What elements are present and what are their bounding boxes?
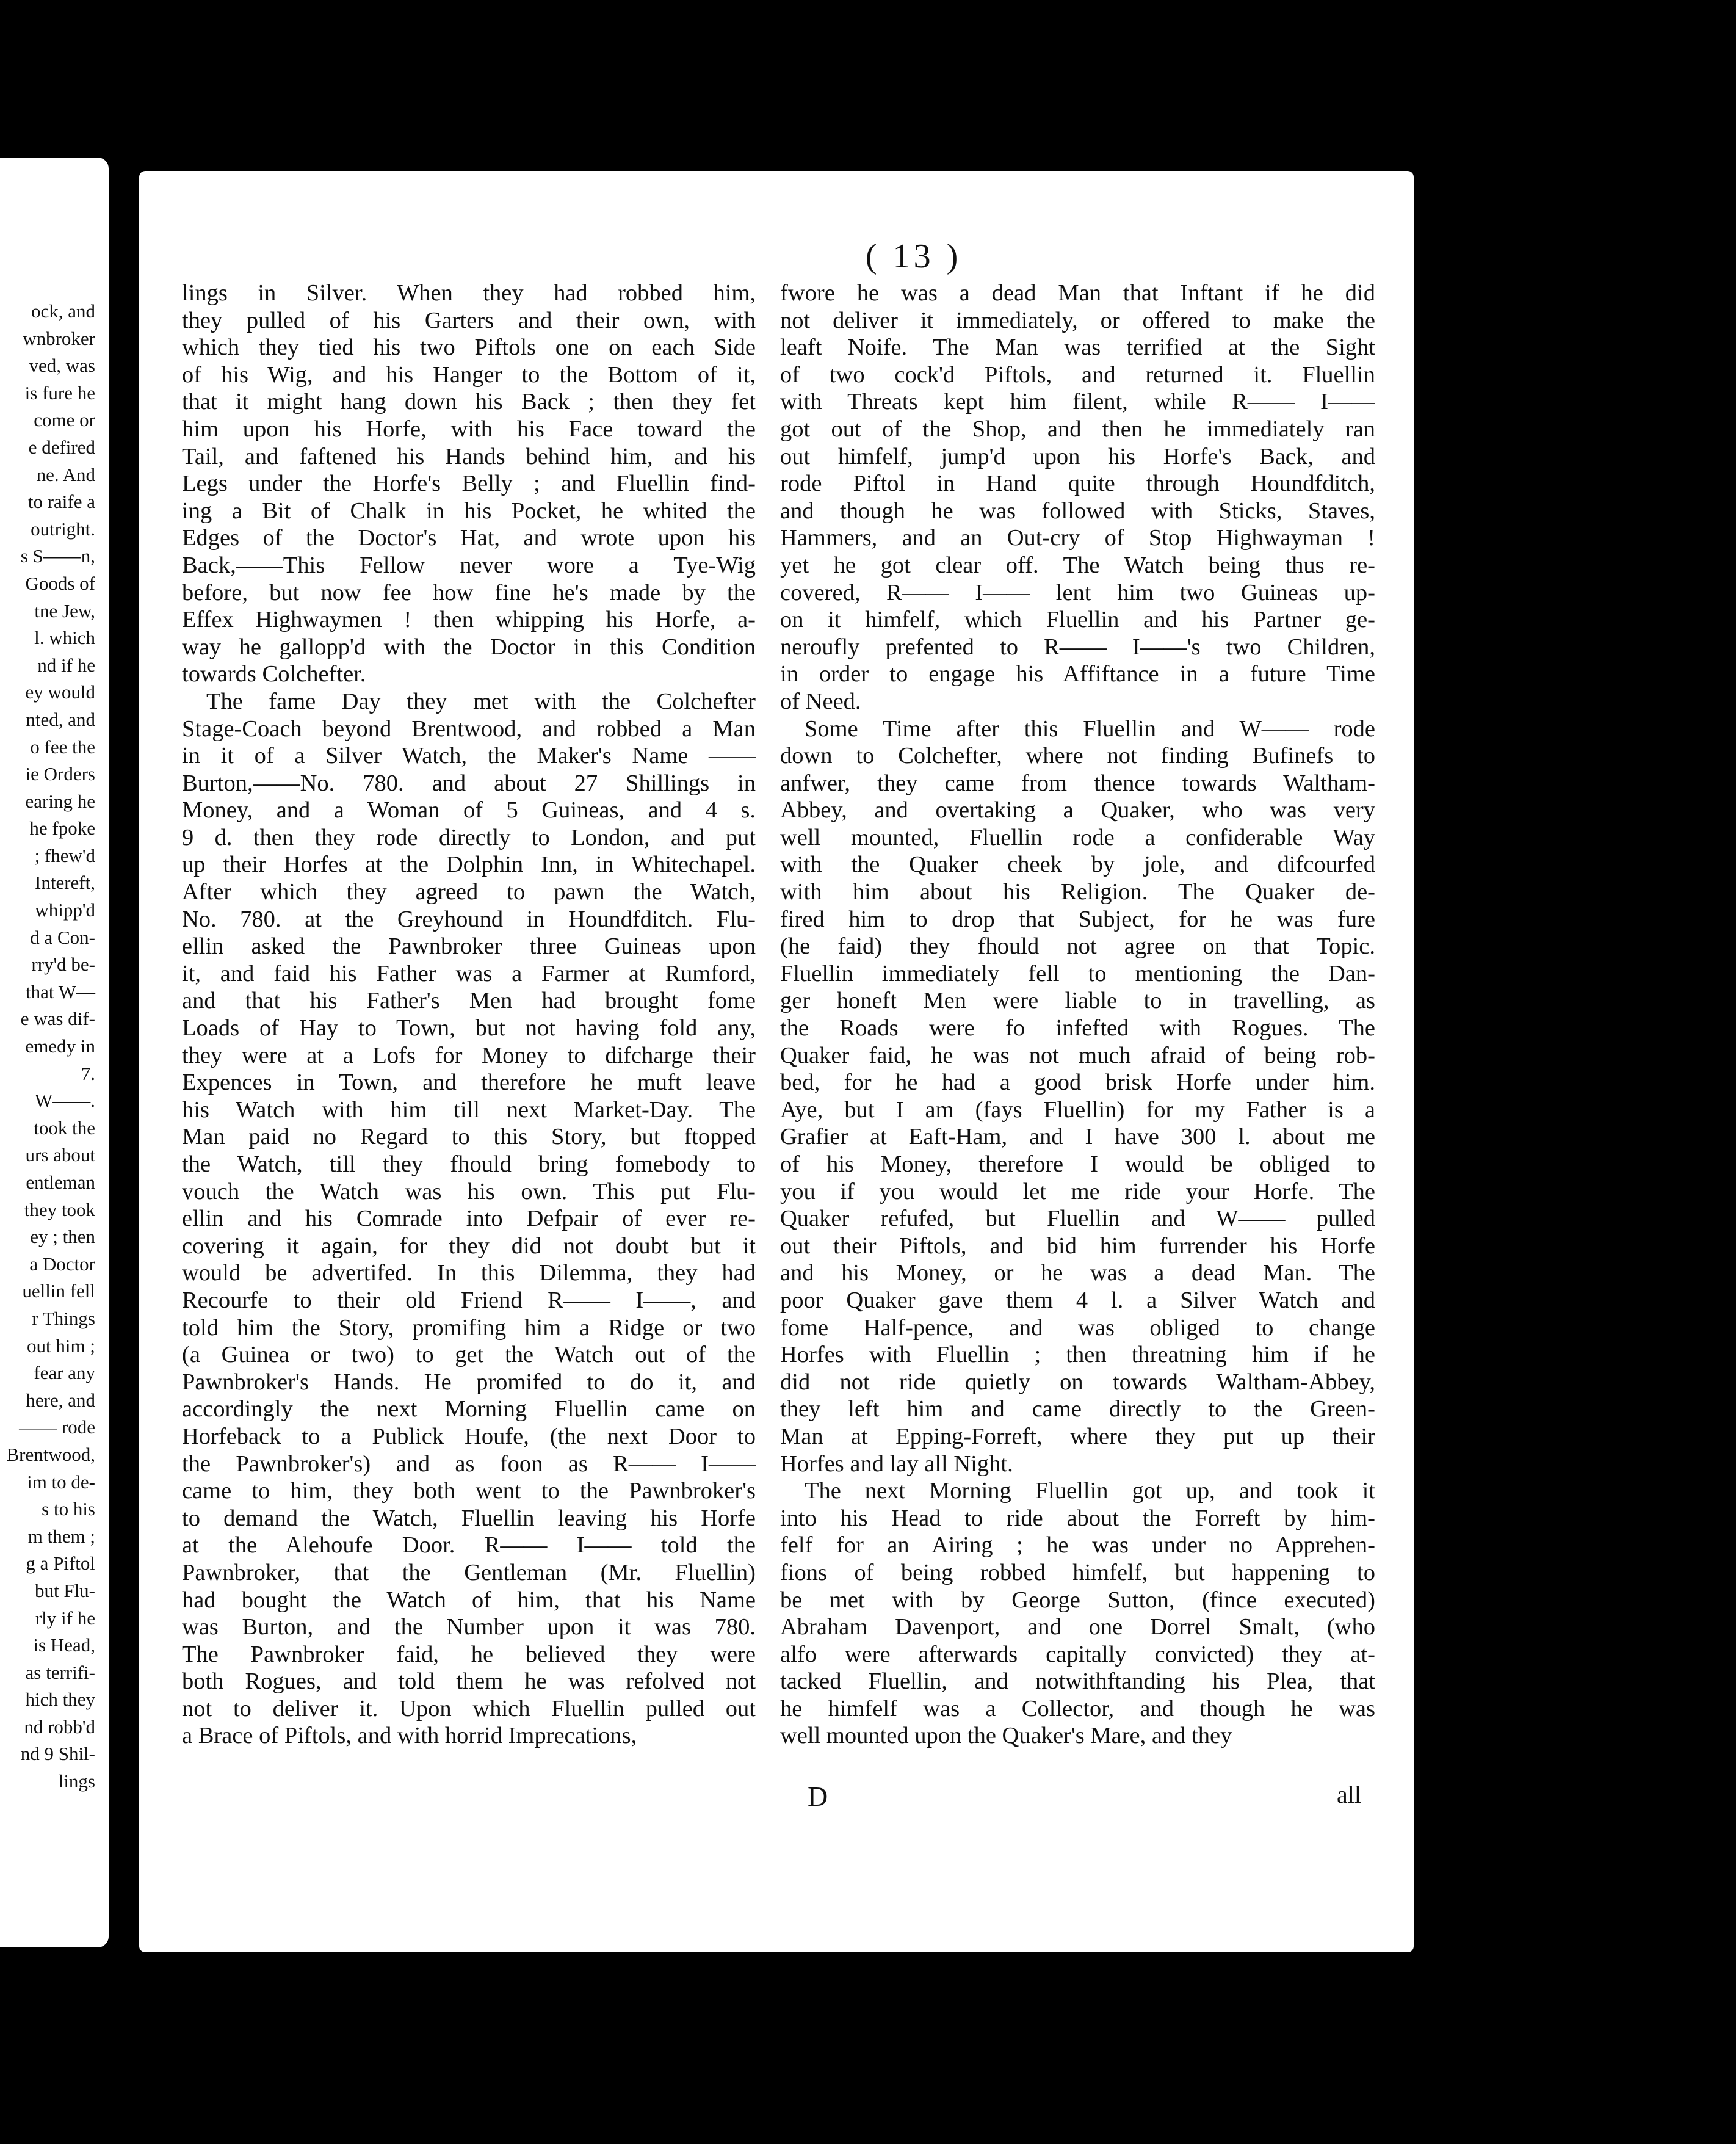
text-line: his Watch with him till next Market-Day. The xyxy=(182,1096,756,1123)
facing-page-text-line: as terrifi- xyxy=(25,1661,95,1683)
text-line: the Pawnbroker's) and as foon as R—— I—— xyxy=(182,1450,756,1477)
facing-page-text-line: took the xyxy=(34,1117,95,1139)
text-line: neroufly prefented to R—— I——'s two Children, xyxy=(780,634,1375,660)
text-line: fwore he was a dead Man that Inftant if he did xyxy=(780,280,1375,306)
text-line: in order to engage his Affiftance in a future Time xyxy=(780,661,1375,687)
text-line: Money, and a Woman of 5 Guineas, and 4 s. xyxy=(182,797,756,824)
text-line: and though he was followed with Sticks, Staves, xyxy=(780,498,1375,524)
facing-page-text-line: he fpoke xyxy=(29,817,95,839)
text-line: Aye, but I am (fays Fluellin) for my Father is a xyxy=(780,1096,1375,1123)
facing-page-text-line: s to his xyxy=(42,1498,95,1520)
text-line: alfo were afterwards capitally convicted) they at- xyxy=(780,1641,1375,1667)
facing-page-text-line: entleman xyxy=(26,1172,95,1193)
facing-page-text-line: d a Con- xyxy=(30,926,95,948)
text-line: Edges of the Doctor's Hat, and wrote upon his xyxy=(182,525,756,551)
facing-page-text-line: s S——n, xyxy=(20,545,95,567)
facing-page-text-line: im to de- xyxy=(27,1471,95,1493)
facing-page-text-line: W——. xyxy=(34,1090,95,1112)
facing-page-text-line: nted, and xyxy=(26,708,95,730)
facing-page-text-line: tne Jew, xyxy=(34,599,95,621)
text-line: they were at a Lofs for Money to difcharge their xyxy=(182,1042,756,1068)
text-line: After which they agreed to pawn the Watch, xyxy=(182,879,756,905)
text-column-left xyxy=(182,280,756,1750)
facing-page-text-line: ved, was xyxy=(29,355,95,377)
facing-page-text-line: Goods of xyxy=(25,572,95,594)
text-line: The next Morning Fluellin got up, and took it xyxy=(805,1478,1375,1504)
facing-page-text-line: out him ; xyxy=(27,1335,95,1356)
text-line: well mounted upon the Quaker's Mare, and they xyxy=(780,1723,1232,1749)
facing-page-text-line: whipp'd xyxy=(35,899,95,921)
text-line: Grafier at Eaft-Ham, and I have 300 l. about me xyxy=(780,1124,1375,1150)
text-line: him upon his Horfe, with his Face toward the xyxy=(182,416,756,442)
text-line: at the Alehoufe Door. R—— I—— told the xyxy=(182,1532,756,1559)
facing-page-text-line: —— rode xyxy=(19,1416,95,1438)
text-line: well mounted, Fluellin rode a confiderable Way xyxy=(780,824,1375,850)
facing-page-text-line: a Doctor xyxy=(29,1253,95,1275)
facing-page-text-line: rly if he xyxy=(35,1607,95,1629)
text-line: and his Money, or he was a dead Man. The xyxy=(780,1260,1375,1286)
text-line: Quaker faid, he was not much afraid of being rob- xyxy=(780,1042,1375,1068)
text-line: out their Piftols, and bid him furrender his Horfe xyxy=(780,1233,1375,1259)
text-line: Man paid no Regard to this Story, but ftopped xyxy=(182,1124,756,1150)
text-line: ellin asked the Pawnbroker three Guineas upon xyxy=(182,933,756,960)
text-line: The fame Day they met with the Colchefter xyxy=(206,688,756,714)
text-line: The Pawnbroker faid, he believed they were xyxy=(182,1641,756,1667)
facing-page-text-line: o fee the xyxy=(30,736,95,758)
facing-page-text-line: uellin fell xyxy=(22,1280,95,1302)
facing-page-text-line: emedy in xyxy=(25,1035,95,1057)
facing-page-text-line: ey ; then xyxy=(30,1226,95,1248)
text-line: ellin and his Comrade into Defpair of ever re- xyxy=(182,1206,756,1232)
text-line: Horfes with Fluellin ; then threatning him if he xyxy=(780,1342,1375,1368)
text-line: they left him and came directly to the Green- xyxy=(780,1396,1375,1422)
facing-page-text-line: nd if he xyxy=(37,654,95,676)
text-line: Back,——This Fellow never wore a Tye-Wig xyxy=(182,552,756,578)
text-line: covered, R—— I—— lent him two Guineas up- xyxy=(780,579,1375,606)
facing-page-text-line: come or xyxy=(34,409,95,431)
text-line: they pulled of his Garters and their own, with xyxy=(182,307,756,333)
text-line: and that his Father's Men had brought fome xyxy=(182,988,756,1014)
text-line: told him the Story, promifing him a Ridge or two xyxy=(182,1314,756,1341)
text-line: not to deliver it. Upon which Fluellin pulled out xyxy=(182,1695,756,1722)
text-line: on it himfelf, which Fluellin and his Partner ge- xyxy=(780,607,1375,633)
facing-page-text-line: g a Piftol xyxy=(26,1552,95,1574)
text-line: Some Time after this Fluellin and W—— rode xyxy=(805,715,1375,742)
text-line: that it might hang down his Back ; then they fet xyxy=(182,389,756,415)
text-line: Burton,——No. 780. and about 27 Shillings in xyxy=(182,770,756,796)
facing-page-text-line: here, and xyxy=(26,1389,95,1411)
text-line: Quaker refufed, but Fluellin and W—— pulled xyxy=(780,1206,1375,1232)
facing-page-text-line: they took xyxy=(24,1198,95,1220)
facing-page-text-line: 7. xyxy=(81,1062,95,1084)
text-line: not deliver it immediately, or offered to make the xyxy=(780,307,1375,333)
text-line: Pawnbroker, that the Gentleman (Mr. Fluellin) xyxy=(182,1559,756,1585)
facing-page-text-line: but Flu- xyxy=(34,1579,95,1601)
facing-page-text-line: r Things xyxy=(32,1307,95,1329)
text-line: a Brace of Piftols, and with horrid Imprecations, xyxy=(182,1723,637,1749)
facing-page-text-line: l. which xyxy=(34,627,95,649)
text-line: covering it again, for they did not doubt but it xyxy=(182,1233,756,1259)
text-line: Horfeback to a Publick Houfe, (the next Door to xyxy=(182,1423,756,1449)
text-line: of his Money, therefore I would be obliged to xyxy=(780,1151,1375,1177)
text-line: rode Piftol in Hand quite through Houndfditch, xyxy=(780,471,1375,497)
text-line: tacked Fluellin, and notwithftanding his Plea, that xyxy=(780,1668,1375,1695)
facing-page-text-line: outright. xyxy=(31,518,95,540)
text-line: did not ride quietly on towards Waltham-Abbey, xyxy=(780,1369,1375,1395)
text-line: anfwer, they came from thence towards Waltham- xyxy=(780,770,1375,796)
facing-page-text-line: nd 9 Shil- xyxy=(20,1743,95,1765)
facing-page-text-line: Intereft, xyxy=(35,872,95,894)
text-line: ger honeft Men were liable to in travelling, as xyxy=(780,988,1375,1014)
text-line: lings in Silver. When they had robbed him, xyxy=(182,280,756,306)
text-line: be met with by George Sutton, (fince executed) xyxy=(780,1587,1375,1613)
text-line: with the Quaker cheek by jole, and difcourfed xyxy=(780,852,1375,878)
book-page xyxy=(139,171,1414,1952)
text-line: ing a Bit of Chalk in his Pocket, he whited the xyxy=(182,498,756,524)
catchword: all xyxy=(1337,1781,1361,1808)
text-line: No. 780. at the Greyhound in Houndfditch. Flu- xyxy=(182,906,756,932)
facing-page-text-line: that W— xyxy=(26,980,95,1002)
text-line: Fluellin immediately fell to mentioning the Dan- xyxy=(780,960,1375,987)
text-line: both Rogues, and told them he was refolved not xyxy=(182,1668,756,1695)
text-line: bed, for he had a good brisk Horfe under him. xyxy=(780,1070,1375,1096)
text-line: Recourfe to their old Friend R—— I——, and xyxy=(182,1287,756,1313)
facing-page-text-line: fear any xyxy=(34,1362,95,1384)
text-line: poor Quaker gave them 4 l. a Silver Watch and xyxy=(780,1287,1375,1313)
text-line: before, but now fee how fine he's made by the xyxy=(182,579,756,606)
text-line: Tail, and faftened his Hands behind him, and his xyxy=(182,443,756,469)
facing-page-text-line: rry'd be- xyxy=(31,954,95,976)
text-line: with Threats kept him filent, while R—— I—— xyxy=(780,389,1375,415)
text-line: with him about his Religion. The Quaker de- xyxy=(780,879,1375,905)
text-line: vouch the Watch was his own. This put Flu- xyxy=(182,1178,756,1204)
text-line: got out of the Shop, and then he immediately ran xyxy=(780,416,1375,442)
facing-page-text-line: m them ; xyxy=(27,1525,95,1547)
facing-page-text-line: e defired xyxy=(28,436,95,458)
facing-page-text-line: urs about xyxy=(25,1144,95,1166)
text-line: leaft Noife. The Man was terrified at the Sight xyxy=(780,335,1375,361)
text-line: into his Head to ride about the Forreft by him- xyxy=(780,1505,1375,1531)
text-line: yet he got clear off. The Watch being thus re- xyxy=(780,552,1375,578)
signature-mark: D xyxy=(808,1781,828,1812)
facing-page-text-line: ne. And xyxy=(36,463,95,485)
text-line: fions of being robbed himfelf, but happening to xyxy=(780,1559,1375,1585)
text-line: of two cock'd Piftols, and returned it. Fluellin xyxy=(780,361,1375,388)
facing-page-text-line: ; fhew'd xyxy=(34,844,95,866)
facing-page-fragment xyxy=(0,158,109,1947)
facing-page-text-line: Brentwood, xyxy=(6,1443,95,1465)
text-line: up their Horfes at the Dolphin Inn, in Whitechapel. xyxy=(182,852,756,878)
text-line: (he faid) they fhould not agree on that Topic. xyxy=(780,933,1375,960)
text-line: fome Half-pence, and was obliged to change xyxy=(780,1314,1375,1341)
page-number: ( 13 ) xyxy=(866,237,962,275)
text-line: down to Colchefter, where not finding Bufinefs to xyxy=(780,743,1375,769)
text-line: of Need. xyxy=(780,688,861,714)
facing-page-text-line: earing he xyxy=(25,790,95,812)
text-line: felf for an Airing ; he was under no Apprehen- xyxy=(780,1532,1375,1559)
text-column-right xyxy=(780,280,1375,1750)
text-line: towards Colchefter. xyxy=(182,661,366,687)
text-line: it, and faid his Father was a Farmer at Rumford, xyxy=(182,960,756,987)
facing-page-text-line: is Head, xyxy=(33,1634,95,1656)
facing-page-text-line: nd robb'd xyxy=(24,1715,95,1737)
text-line: (a Guinea or two) to get the Watch out of the xyxy=(182,1342,756,1368)
text-line: Pawnbroker's Hands. He promifed to do it, and xyxy=(182,1369,756,1395)
text-line: in it of a Silver Watch, the Maker's Name —— xyxy=(182,743,756,769)
text-line: which they tied his two Piftols one on each Side xyxy=(182,335,756,361)
text-line: came to him, they both went to the Pawnbroker's xyxy=(182,1478,756,1504)
text-line: Abbey, and overtaking a Quaker, who was very xyxy=(780,797,1375,824)
text-line: Loads of Hay to Town, but not having fold any, xyxy=(182,1015,756,1041)
text-line: he himfelf was a Collector, and though he was xyxy=(780,1695,1375,1722)
text-line: the Watch, till they fhould bring fomebody to xyxy=(182,1151,756,1177)
text-line: accordingly the next Morning Fluellin came on xyxy=(182,1396,756,1422)
facing-page-text-line: ie Orders xyxy=(25,763,95,785)
text-line: you if you would let me ride your Horfe. The xyxy=(780,1178,1375,1204)
text-line: way he gallopp'd with the Doctor in this Condition xyxy=(182,634,756,660)
text-line: Expences in Town, and therefore he muft leave xyxy=(182,1070,756,1096)
facing-page-text-line: e was dif- xyxy=(20,1008,95,1030)
text-line: Effex Highwaymen ! then whipping his Horfe, a- xyxy=(182,607,756,633)
text-line: fired him to drop that Subject, for he was fure xyxy=(780,906,1375,932)
text-line: to demand the Watch, Fluellin leaving his Horfe xyxy=(182,1505,756,1531)
text-line: Hammers, and an Out-cry of Stop Highwayman ! xyxy=(780,525,1375,551)
text-line: of his Wig, and his Hanger to the Bottom of it, xyxy=(182,361,756,388)
text-line: was Burton, and the Number upon it was 780. xyxy=(182,1614,756,1640)
text-line: Horfes and lay all Night. xyxy=(780,1450,1013,1477)
text-line: the Roads were fo infefted with Rogues. The xyxy=(780,1015,1375,1041)
text-line: Stage-Coach beyond Brentwood, and robbed a Man xyxy=(182,715,756,742)
facing-page-text-line: ey would xyxy=(25,681,95,703)
text-line: Legs under the Horfe's Belly ; and Fluellin find- xyxy=(182,471,756,497)
facing-page-text-line: wnbroker xyxy=(23,327,95,349)
text-line: had bought the Watch of him, that his Name xyxy=(182,1587,756,1613)
facing-page-text-line: ock, and xyxy=(31,300,95,322)
text-line: would be advertifed. In this Dilemma, they had xyxy=(182,1260,756,1286)
facing-page-text-column xyxy=(0,298,95,1795)
text-line: 9 d. then they rode directly to London, and put xyxy=(182,824,756,850)
text-line: Man at Epping-Forreft, where they put up their xyxy=(780,1423,1375,1449)
facing-page-text-line: hich they xyxy=(25,1689,95,1711)
facing-page-text-line: is fure he xyxy=(24,382,95,404)
text-line: Abraham Davenport, and one Dorrel Smalt, (who xyxy=(780,1614,1375,1640)
facing-page-text-line: to raife a xyxy=(27,491,95,513)
text-line: out himfelf, jump'd upon his Horfe's Back, and xyxy=(780,443,1375,469)
facing-page-text-line: lings xyxy=(58,1770,95,1792)
